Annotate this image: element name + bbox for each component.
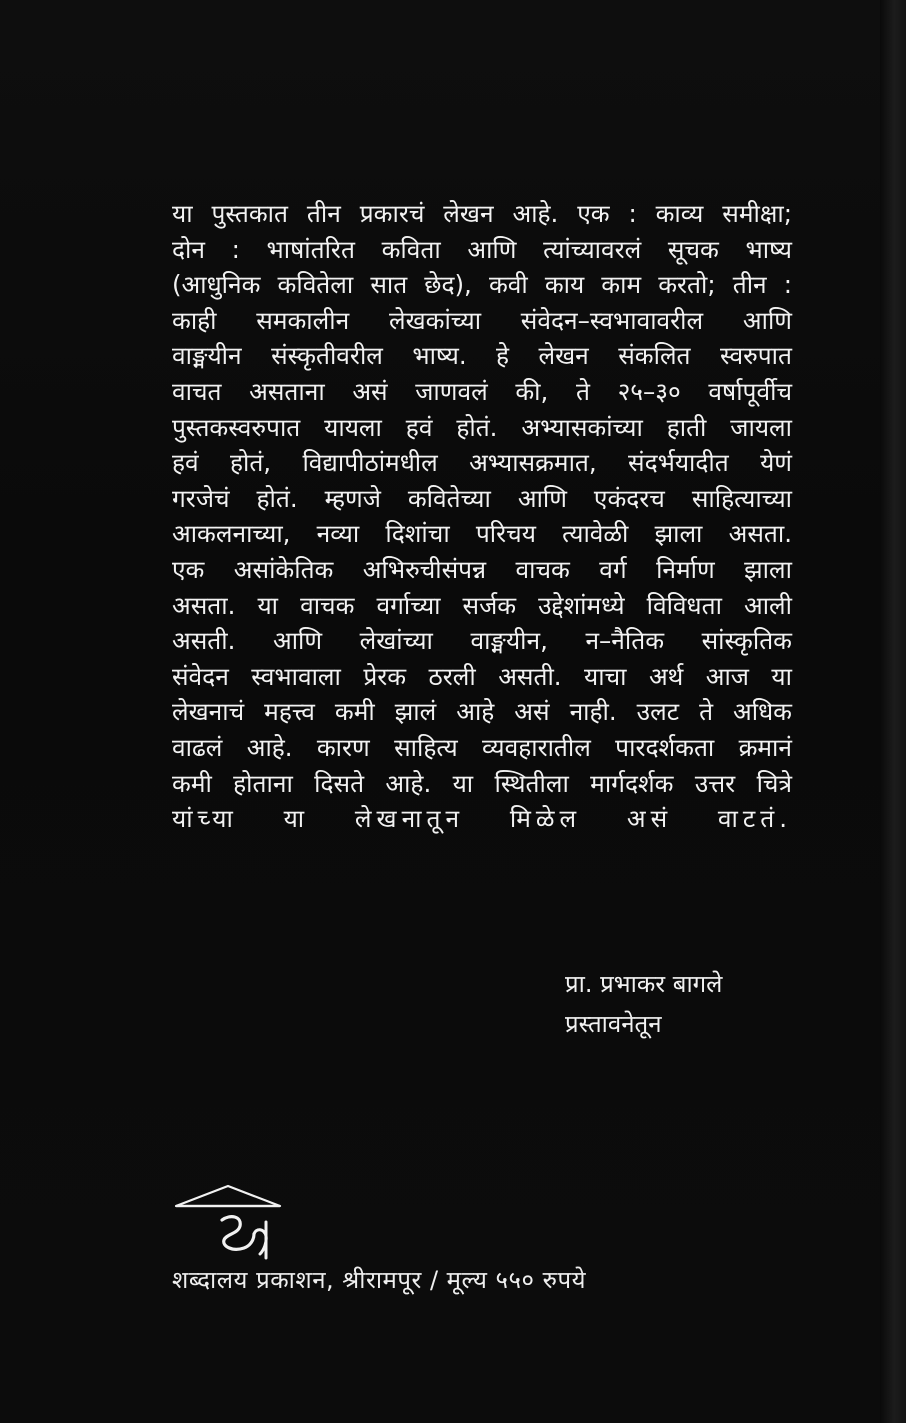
book-edge [880,0,906,1423]
blurb-line: गरजेचं होतं. म्हणजे कवितेच्या आणि एकंदरच साहित्याच्या [172,483,792,513]
blurb-line: दोन : भाषांतरित कविता आणि त्यांच्यावरलं सूचक भाष्य [172,234,792,264]
blurb-text [172,196,792,837]
blurb-line: हवं होतं, विद्यापीठांमधील अभ्यासक्रमात, संदर्भयादीत येणं [172,448,792,478]
blurb-line: कमी होताना दिसते आहे. या स्थितीला मार्गदर्शक उत्तर चित्रे [172,768,792,798]
blurb-line: आकलनाच्या, नव्या दिशांचा परिचय त्यावेळी झाला असता. [172,519,792,549]
blurb-line: वाचत असताना असं जाणवलं की, ते २५–३० वर्षापूर्वीच [172,376,792,406]
blurb-line: असता. या वाचक वर्गाच्या सर्जक उद्देशांमध्ये विविधता आली [172,590,792,620]
blurb-line: एक असांकेतिक अभिरुचीसंपन्न वाचक वर्ग निर्माण झाला [172,554,792,584]
blurb-line: यांच्या या लेखनातून मिळेल असं वाटतं. [172,804,792,834]
blurb-line: वाङ्मयीन संस्कृतीवरील भाष्य. हे लेखन संकलित स्वरुपात [172,341,792,371]
publisher-logo-icon [172,1182,284,1262]
blurb-line: या पुस्तकात तीन प्रकारचं लेखन आहे. एक : काव्य समीक्षा; [172,199,792,228]
blurb-line: पुस्तकस्वरुपात यायला हवं होतं. अभ्यासकांच्या हाती जायला [172,412,792,442]
blurb-line: काही समकालीन लेखकांच्या संवेदन–स्वभावावरील आणि [172,305,792,335]
blurb-line: संवेदन स्वभावाला प्रेरक ठरली असती. याचा अर्थ आज या [172,661,792,691]
publisher-footer: शब्दालय प्रकाशन, श्रीरामपूर / मूल्य ५५० रुपये [172,1266,587,1294]
blurb-line: वाढलं आहे. कारण साहित्य व्यवहारातील पारदर्शकता क्रमानं [172,732,792,762]
blurb-line: लेखनाचं महत्त्व कमी झालं आहे असं नाही. उलट ते अधिक [172,697,792,727]
attribution [565,964,722,1044]
blurb-line: असती. आणि लेखांच्या वाङ्मयीन, न–नैतिक सांस्कृतिक [172,626,792,656]
attribution-name: प्रा. प्रभाकर बागले [565,970,723,998]
attribution-source: प्रस्तावनेतून [565,1010,662,1038]
blurb-line: (आधुनिक कवितेला सात छेद), कवी काय काम करतो; तीन : [172,270,792,300]
